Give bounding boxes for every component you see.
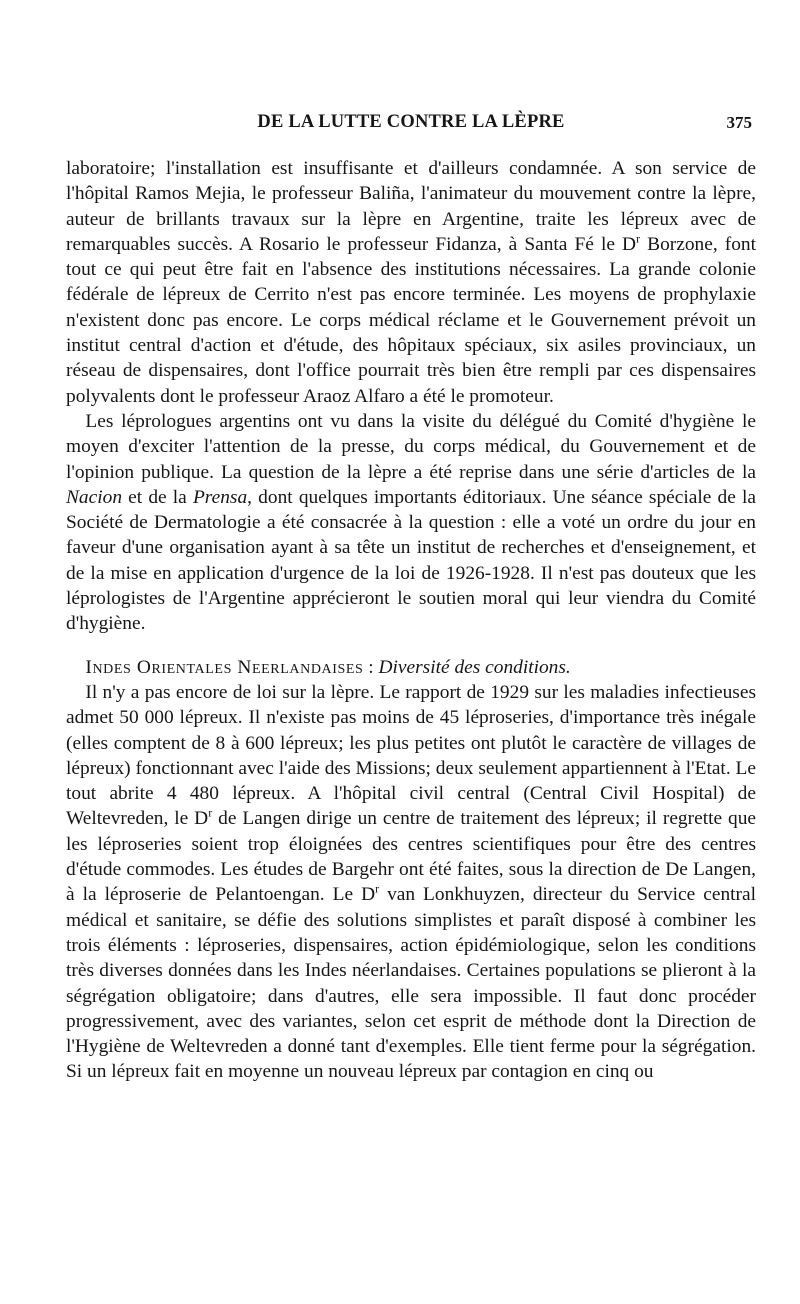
newspaper-nacion: Nacion	[66, 486, 123, 508]
paragraph3-text-c: van Lonkhuyzen, directeur du Service central médical et sanitaire, se défie des solutions simplistes et paraît disposé à combiner les trois éléments : léproseries, dispensaires, action épidémiologique, selon les conditions très diverses données dans les Indes néerlandaises. Certaines populations se plieront à la ségrégation obligatoire; dans d'autres, elle sera impossible. Il faut donc procéder progressivement, avec des variantes, selon cet esprit de méthode dont la Direction de l'Hygiène de Weltevreden a donné tant d'exemples. Elle tient ferme pour la ségrégation. Si un lépreux fait en moyenne un nouveau lépreux par contagion en cinq ou	[66, 884, 756, 1083]
doctor-abbrev-sup: r	[636, 231, 641, 246]
paragraph-argentina-press	[66, 409, 756, 637]
paragraph1-text-a: laboratoire; l'installation est insuffisante et d'ailleurs condamnée. A son service de l'hôpital Ramos Mejia, le professeur Baliña, l'animateur du mouvement contre la lèpre, auteur de brillants travaux sur la lèpre en Argentine, traite les lépreux avec de remarquables succès. A Rosario le professeur Fidanza, à Santa Fé le D	[66, 158, 756, 255]
running-title: DE LA LUTTE CONTRE LA LÈPRE	[257, 112, 565, 132]
paragraph3-text-b: de Langen dirige un centre de traitement des lépreux; il regrette que les léproseries soient trop éloignées des centres scientifiques pour être des centres d'étude commodes. Les études de Bargehr ont été faites, sous la direction de De Langen, à la léproserie de Pelantoengan. Le D	[66, 808, 756, 906]
section-title: Indes Orientales Neerlandaises	[85, 656, 364, 678]
paragraph1-text-b: Borzone, font tout ce qui peut être fait en l'absence des institutions nécessaires. La grande colonie fédérale de lépreux de Cerrito n'est pas encore terminée. Les moyens de prophylaxie n'existent donc pas encore. Le corps médical réclame et le Gouvernement prévoit un institut central d'action et d'étude, des hôpitaux spéciaux, six asiles provinciaux, un réseau de dispensaires, dont l'office pourrait très bien être rempli par ces dispensaires polyvalents dont le professeur Araoz Alfaro a été le promoteur.	[66, 233, 757, 407]
book-page	[66, 112, 756, 1085]
newspaper-prensa: Prensa	[192, 486, 248, 508]
paragraph-argentina-services	[66, 156, 756, 409]
paragraph3-text-a: Il n'y a pas encore de loi sur la lèpre. Le rapport de 1929 sur les maladies infectieuses admet 50 000 lépreux. Il n'existe pas moins de 45 léproseries, d'importance très inégale (elles comptent de 8 à 600 lépreux; les plus petites ont plutôt le caractère de villages de lépreux) fonctionnant avec l'aide des Missions; deux seulement appartiennent à l'Etat. Le tout abrite 4 480 lépreux. A l'hôpital civil central (Central Civil Hospital) de Weltevreden, le D	[66, 681, 756, 830]
doctor-abbrev-sup: r	[208, 805, 213, 820]
body-text	[66, 156, 756, 1085]
paragraph2-text-a: Les léprologues argentins ont vu dans la visite du délégué du Comité d'hygiène le moyen d'exciter l'attention de la presse, du corps médical, du Gouvernement et de l'opinion publique. La question de la lèpre a été reprise dans une série d'articles de la	[66, 410, 756, 483]
page-header	[66, 112, 756, 142]
section-subtitle: Diversité des conditions.	[378, 656, 571, 678]
paragraph2-text-b: et de la	[122, 486, 193, 508]
section-heading	[66, 655, 756, 680]
section-separator: :	[363, 656, 379, 678]
page-number: 375	[726, 113, 752, 132]
paragraph2-text-c: , dont quelques importants éditoriaux. Une séance spéciale de la Société de Dermatologie a été consacrée à la question : elle a voté un ordre du jour en faveur d'une organisation ayant à sa tête un institut de recherches et d'enseignement, et de la mise en application d'urgence de la loi de 1926-1928. Il n'est pas douteux que les léprologistes de l'Argentine apprécieront le soutien moral qui leur viendra du Comité d'hygiène.	[66, 486, 756, 635]
doctor-abbrev-sup: r	[375, 881, 380, 896]
paragraph-dutch-indies	[66, 680, 756, 1085]
